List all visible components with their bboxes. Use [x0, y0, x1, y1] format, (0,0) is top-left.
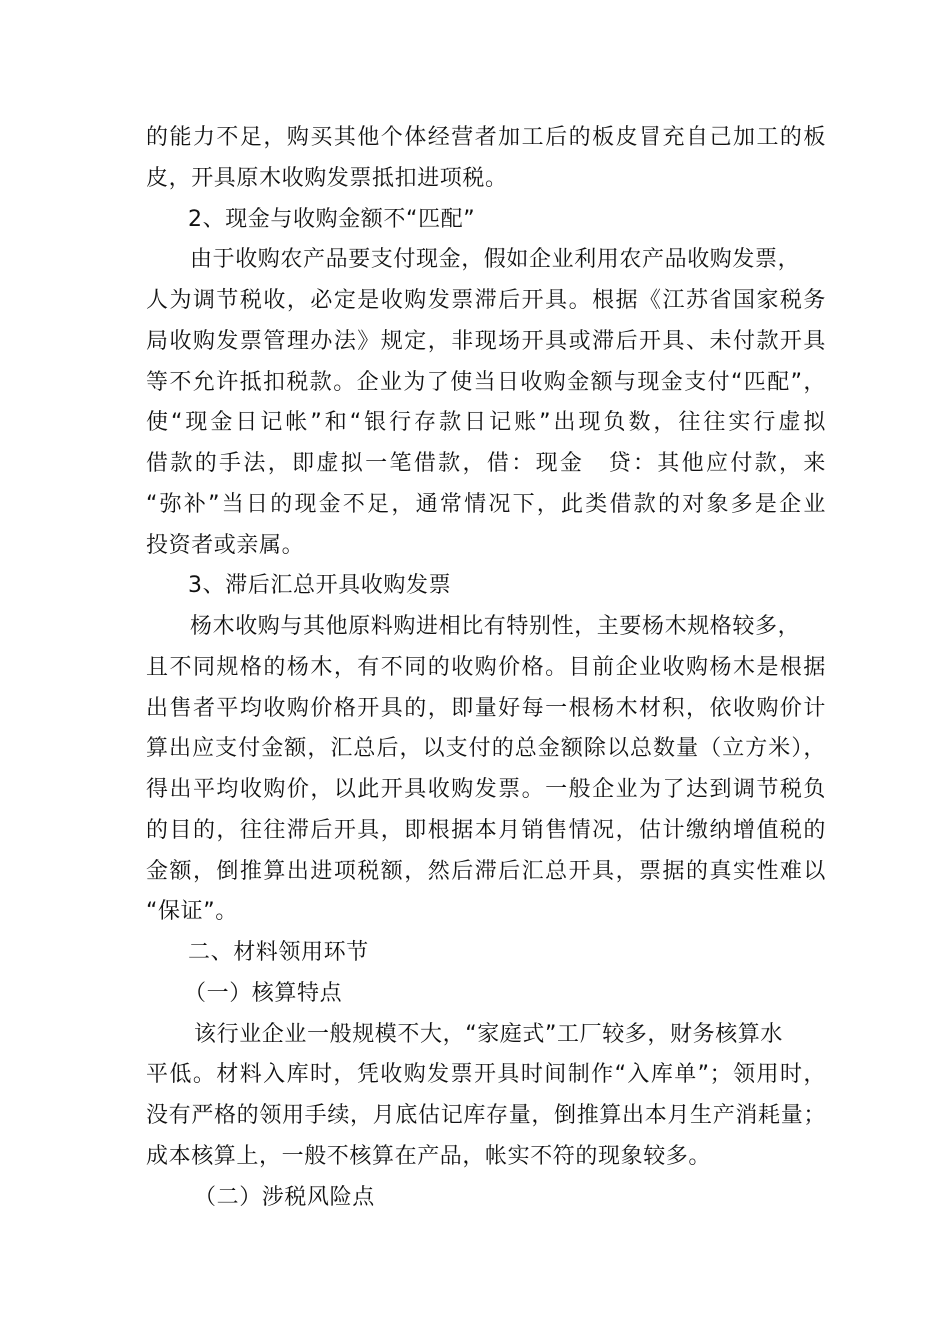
- text-line: 且不同规格的杨木，有不同的收购价格。目前企业收购杨木是根据: [146, 655, 826, 680]
- subsection-heading: （二）涉税风险点: [194, 1185, 375, 1210]
- text-line: 的能力不足，购买其他个体经营者加工后的板皮冒充自己加工的板: [146, 125, 826, 150]
- text-line: 没有严格的领用手续，月底估记库存量，倒推算出本月生产消耗量；: [146, 1103, 826, 1128]
- text-line: 由于收购农产品要支付现金，假如企业利用农产品收购发票，: [190, 247, 801, 272]
- section-heading: 2、现金与收购金额不“匹配”: [188, 207, 476, 232]
- section-heading: 3、滞后汇总开具收购发票: [188, 573, 452, 598]
- text-line: 人为调节税收，必定是收购发票滞后开具。根据《江苏省国家税务: [146, 288, 826, 313]
- text-line: 算出应支付金额，汇总后，以支付的总金额除以总数量（立方米），: [146, 736, 826, 761]
- text-line: 使“现金日记帐”和“银行存款日记账”出现负数，往往实行虚拟: [146, 410, 826, 435]
- text-line: 该行业企业一般规模不大，“家庭式”工厂较多，财务核算水: [194, 1022, 783, 1047]
- text-line: 出售者平均收购价格开具的，即量好每一根杨木材积，依收购价计: [146, 696, 826, 721]
- text-line: 等不允许抵扣税款。企业为了使当日收购金额与现金支付“匹配”，: [146, 370, 826, 395]
- text-line: 局收购发票管理办法》规定，非现场开具或滞后开具、未付款开具: [146, 329, 826, 354]
- text-line: 得出平均收购价，以此开具收购发票。一般企业为了达到调节税负: [146, 777, 826, 802]
- text-line: “保证”。: [146, 899, 238, 924]
- text-line: 平低。材料入库时，凭收购发票开具时间制作“入库单”；领用时，: [146, 1062, 826, 1087]
- text-line: 投资者或亲属。: [146, 533, 305, 558]
- section-heading: 二、材料领用环节: [188, 940, 369, 965]
- text-line: 借款的手法，即虚拟一笔借款，借：现金 贷：其他应付款，来: [146, 451, 826, 476]
- text-line: 成本核算上，一般不核算在产品，帐实不符的现象较多。: [146, 1144, 712, 1169]
- text-line: 杨木收购与其他原料购进相比有特别性，主要杨木规格较多，: [190, 614, 801, 639]
- subsection-heading: （一）核算特点: [184, 981, 343, 1006]
- text-line: 金额，倒推算出进项税额，然后滞后汇总开具，票据的真实性难以: [146, 859, 826, 884]
- text-line: 的目的，往往滞后开具，即根据本月销售情况，估计缴纳增值税的: [146, 818, 826, 843]
- text-line: 皮，开具原木收购发票抵扣进项税。: [146, 166, 508, 191]
- text-line: “弥补”当日的现金不足，通常情况下，此类借款的对象多是企业: [146, 492, 826, 517]
